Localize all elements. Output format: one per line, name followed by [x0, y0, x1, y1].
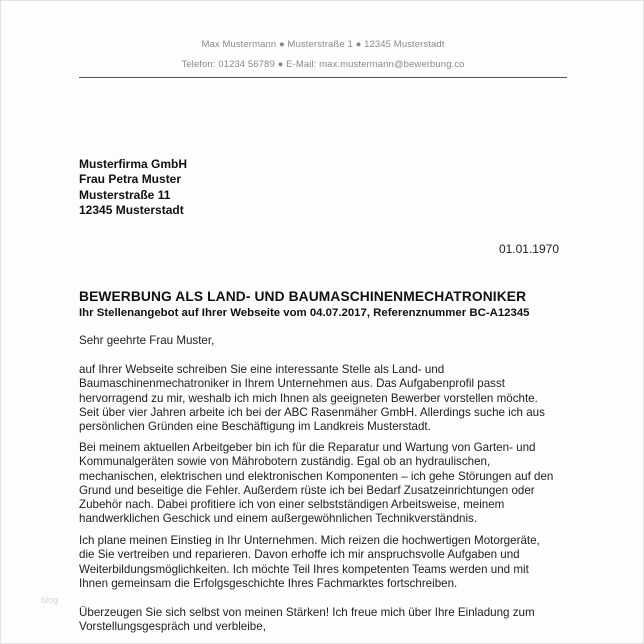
- paragraph-line: hervorragend zu mir, weshalb ich mich Ihnen als geeigneten Bewerber vorstellen möchte.: [79, 391, 538, 405]
- recipient-street: Musterstraße 11: [79, 187, 171, 202]
- paragraph-line: Weiterbildungsmöglichkeiten. Ich möchte Teil Ihres kompetenten Teams werden und mit: [79, 562, 529, 576]
- paragraph-line: mechanischen, elektrischen und elektronischen Komponenten – ich gehe Störungen auf den: [79, 469, 554, 483]
- letter-date: 01.01.1970: [498, 242, 559, 256]
- watermark-text: blog: [41, 595, 59, 605]
- paragraph-2: [79, 441, 579, 527]
- paragraph-3: [79, 534, 579, 591]
- recipient-person: Frau Petra Muster: [79, 172, 182, 187]
- sender-address-line: Max Mustermann ● Musterstraße 1 ● 12345 Musterstadt: [201, 39, 445, 50]
- header-divider: [79, 77, 567, 78]
- paragraph-line: Grund und beseitige die Fehler. Außerdem rüste ich bei Bedarf Zusatzeinrichtungen oder: [79, 483, 535, 497]
- paragraph-line: Kommunalgeräten sowie von Mährobotern zuständig. Egal ob an hydraulischen,: [79, 455, 491, 469]
- recipient-company: Musterfirma GmbH: [79, 157, 188, 171]
- paragraph-line: Ich plane meinen Einstieg in Ihr Unternehmen. Mich reizen die hochwertigen Motorgeräte,: [79, 534, 540, 547]
- paragraph-line: Ihnen gemeinsam die Erfolgsgeschichte Ihres Fachmarktes fortschreiben.: [79, 576, 458, 590]
- paragraph-line: Vorstellungsgespräch und verbleibe,: [79, 620, 266, 634]
- paragraph-line: Zubehör nach. Dabei profitiere ich von einer selbstständigen Arbeitsweise, meinem: [79, 498, 505, 512]
- paragraph-1: [79, 363, 579, 434]
- paragraph-line: Überzeugen Sie sich selbst von meinen Stärken! Ich freue mich über Ihre Einladung zum: [79, 606, 535, 619]
- recipient-city: 12345 Musterstadt: [79, 202, 184, 217]
- recipient-address-block: [79, 157, 187, 218]
- sender-contact-line: Telefon: 01234 56789 ● E-Mail: max.mustermann@bewerbung.co: [181, 59, 465, 70]
- paragraph-line: Baumaschinenmechatroniker in Ihrem Unternehmen aus. Das Aufgabenprofil passt: [79, 377, 505, 391]
- salutation: Sehr geehrte Frau Muster,: [79, 334, 215, 347]
- paragraph-4: [79, 606, 579, 635]
- paragraph-line: handwerklichen Geschick und einem außergewöhnlichen Technikverständnis.: [79, 512, 478, 526]
- letter-subtitle: Ihr Stellenangebot auf Ihrer Webseite vom 04.07.2017, Referenznummer BC-A12345: [79, 307, 530, 319]
- letter-title: BEWERBUNG ALS LAND- UND BAUMASCHINENMECHATRONIKER: [79, 289, 527, 304]
- paragraph-line: auf Ihrer Webseite schreiben Sie eine interessante Stelle als Land- und: [79, 363, 445, 376]
- paragraph-line: Bei meinem aktuellen Arbeitgeber bin ich für die Reparatur und Wartung von Garten- und: [79, 441, 536, 454]
- paragraph-line: persönlichen Gründen eine Beschäftigung im Landkreis Musterstadt.: [79, 420, 431, 434]
- paragraph-line: die Sie vertreiben und reparieren. Davon erhoffe ich mir anspruchsvolle Aufgaben und: [79, 548, 520, 562]
- paragraph-line: Seit über vier Jahren arbeite ich bei der ABC Rasenmäher GmbH. Allerdings suche ich aus: [79, 405, 545, 419]
